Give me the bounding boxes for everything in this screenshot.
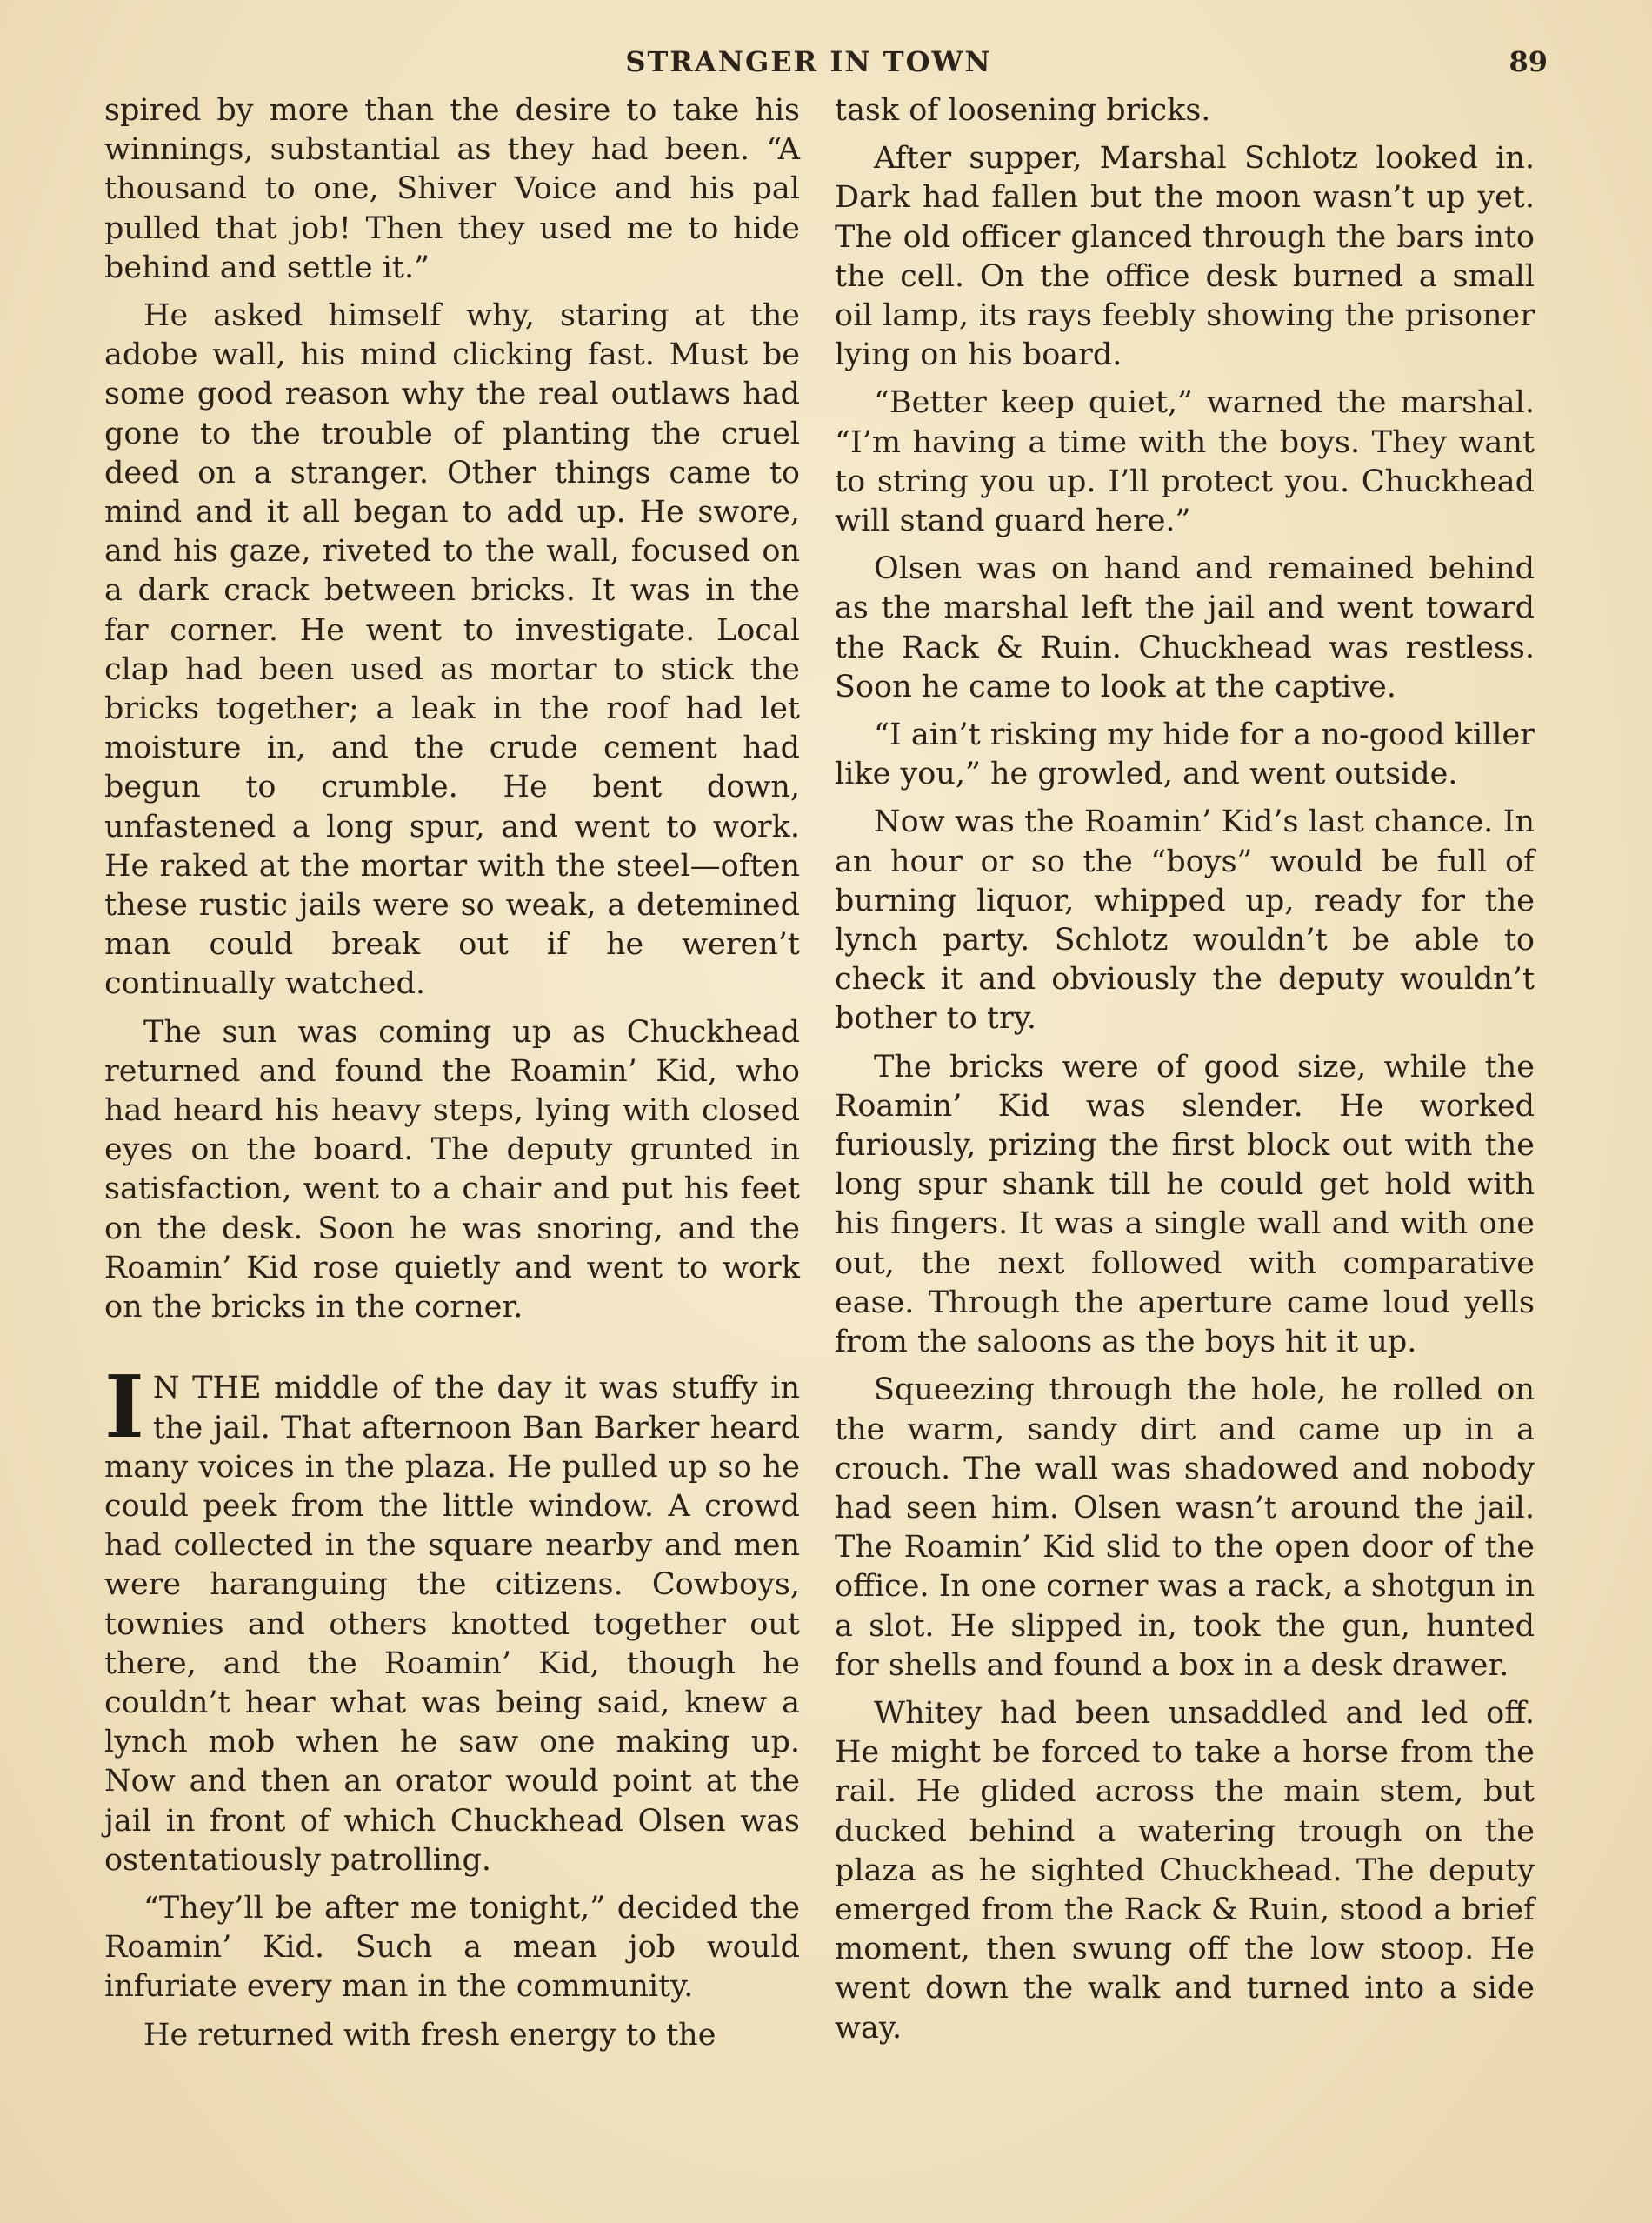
right-column: [835, 91, 1535, 2057]
paragraph: The bricks were of good size, while the Roamin’ Kid was slender. He worked furiously, prizing the first block out with the long spur shank till he could get hold with his fingers. It was a single wall and with one out, the next followed with comparative ease. Through the aperture came loud yells from the saloons as the boys hit it up.: [835, 1049, 1535, 1360]
running-head: [0, 45, 1652, 89]
paragraph: Whitey had been unsaddled and led off. He might be forced to take a horse from the rail. He glided across the main stem, but ducked behind a watering trough on the plaza as he sighted Chuckhead. The deputy emerged from the Rack & Ruin, stood a brief moment, then swung off the low stoop. He went down the walk and turned into a side way.: [835, 1695, 1535, 2046]
running-title: STRANGER IN TOWN: [625, 45, 992, 78]
paragraph: “They’ll be after me tonight,” decided the Roamin’ Kid. Such a mean job would infuriate every man in the community.: [104, 1890, 800, 2005]
paragraph: Squeezing through the hole, he rolled on the warm, sandy dirt and came up in a crouch. The wall was shadowed and nobody had seen him. Olsen wasn’t around the jail. The Roamin’ Kid slid to the open door of the office. In one corner was a rack, a shotgun in a slot. He slipped in, took the gun, hunted for shells and found a box in a desk drawer.: [835, 1372, 1535, 1683]
paragraph: After supper, Marshal Schlotz looked in. Dark had fallen but the moon wasn’t up yet. The old officer glanced through the bars into the cell. On the office desk burned a small oil lamp, its rays feebly showing the prisoner lying on his board.: [835, 141, 1535, 373]
paragraph: Now was the Roamin’ Kid’s last chance. In an hour or so the “boys” would be full of burning liquor, whipped up, ready for the lynch party. Schlotz wouldn’t be able to check it and obviously the deputy wouldn’t bother to try.: [835, 804, 1535, 1037]
section-opening-paragraph: [104, 1358, 800, 1880]
page-number: 89: [1509, 45, 1548, 78]
drop-cap: I: [104, 1358, 144, 1459]
left-column: [104, 91, 800, 2064]
paragraph: He returned with fresh energy to the: [143, 2017, 716, 2053]
paragraph-text: N THE middle of the day it was stuffy in the jail. That afternoon Ban Barker heard many voices in the plaza. He pulled up so he could peek from the little window. A crowd had collected in the square nearby and men were haranguing the citizens. Cowboys, townies and others knotted together out there, and the Roamin’ Kid, though he couldn’t hear what was being said, knew a lynch mob when he saw one making up. Now and then an orator would point at the jail in front of which Chuckhead Olsen was ostentatiously patrolling.: [104, 1371, 800, 1878]
paragraph: “I ain’t risking my hide for a no-good killer like you,” he growled, and went outside.: [835, 718, 1535, 792]
paragraph: The sun was coming up as Chuckhead returned and found the Roamin’ Kid, who had heard his heavy steps, lying with closed eyes on the board. The deputy grunted in satisfaction, went to a chair and put his feet on the desk. Soon he was snoring, and the Roamin’ Kid rose quietly and went to work on the bricks in the corner.: [104, 1014, 800, 1325]
paragraph: Olsen was on hand and remained behind as the marshal left the jail and went toward the Rack & Ruin. Chuckhead was restless. Soon he came to look at the captive.: [835, 551, 1535, 704]
paragraph: He asked himself why, staring at the adobe wall, his mind clicking fast. Must be some good reason why the real outlaws had gone to the trouble of planting the cruel deed on a stranger. Other things came to mind and it all began to add up. He swore, and his gaze, riveted to the wall, focused on a dark crack between bricks. It was in the far corner. He went to investigate. Local clap had been used as mortar to stick the bricks together; a leak in the roof had let moisture in, and the crude cement had begun to crumble. He bent down, unfastened a long spur, and went to work. He raked at the mortar with the steel—often these rustic jails were so weak, a detemined man could break out if he weren’t continually watched.: [104, 298, 800, 1002]
paragraph: “Better keep quiet,” warned the marshal. “I’m having a time with the boys. They want to string you up. I’ll protect you. Chuckhead will stand guard here.”: [835, 385, 1535, 539]
paragraph: task of loosening bricks.: [835, 93, 1211, 128]
paragraph: spired by more than the desire to take his winnings, substantial as they had been. “A thousand to one, Shiver Voice and his pal pulled that job! Then they used me to hide behind and settle it.”: [104, 93, 800, 285]
